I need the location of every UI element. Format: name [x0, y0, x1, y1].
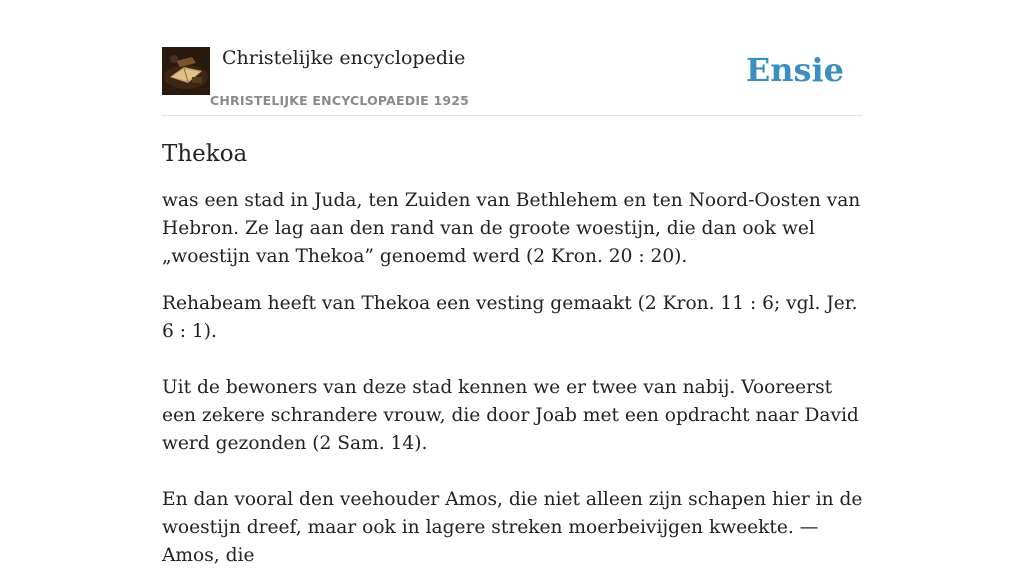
article-paragraph: En dan vooral den veehouder Amos, die niet alleen zijn schapen hier in de woestijn dreef, maar ook in lagere streken moerbeivijgen kweekte. — Amos, die	[162, 489, 863, 566]
article	[162, 138, 868, 570]
site-title[interactable]: Christelijke encyclopedie	[222, 47, 466, 69]
article-title: Thekoa	[162, 141, 248, 167]
site-subtitle[interactable]: CHRISTELIJKE ENCYCLOPAEDIE 1925	[210, 93, 470, 108]
site-header	[162, 46, 862, 116]
book-image-icon[interactable]	[162, 47, 210, 95]
brand-logo[interactable]: Ensie	[745, 51, 844, 89]
article-paragraph: Uit de bewoners van deze stad kennen we er twee van nabij. Vooreerst een zekere schrandere vrouw, die door Joab met een opdracht naar David werd gezonden (2 Sam. 14).	[162, 377, 859, 454]
header-divider	[162, 115, 862, 116]
article-paragraph: was een stad in Juda, ten Zuiden van Bethlehem en ten Noord-Oosten van Hebron. Ze lag aan den rand van de groote woestijn, die dan ook wel „woestijn van Thekoa” genoemd werd (2 Kron. 20 : 20).	[162, 190, 861, 267]
article-paragraph: Rehabeam heeft van Thekoa een vesting gemaakt (2 Kron. 11 : 6; vgl. Jer. 6 : 1).	[162, 293, 858, 342]
